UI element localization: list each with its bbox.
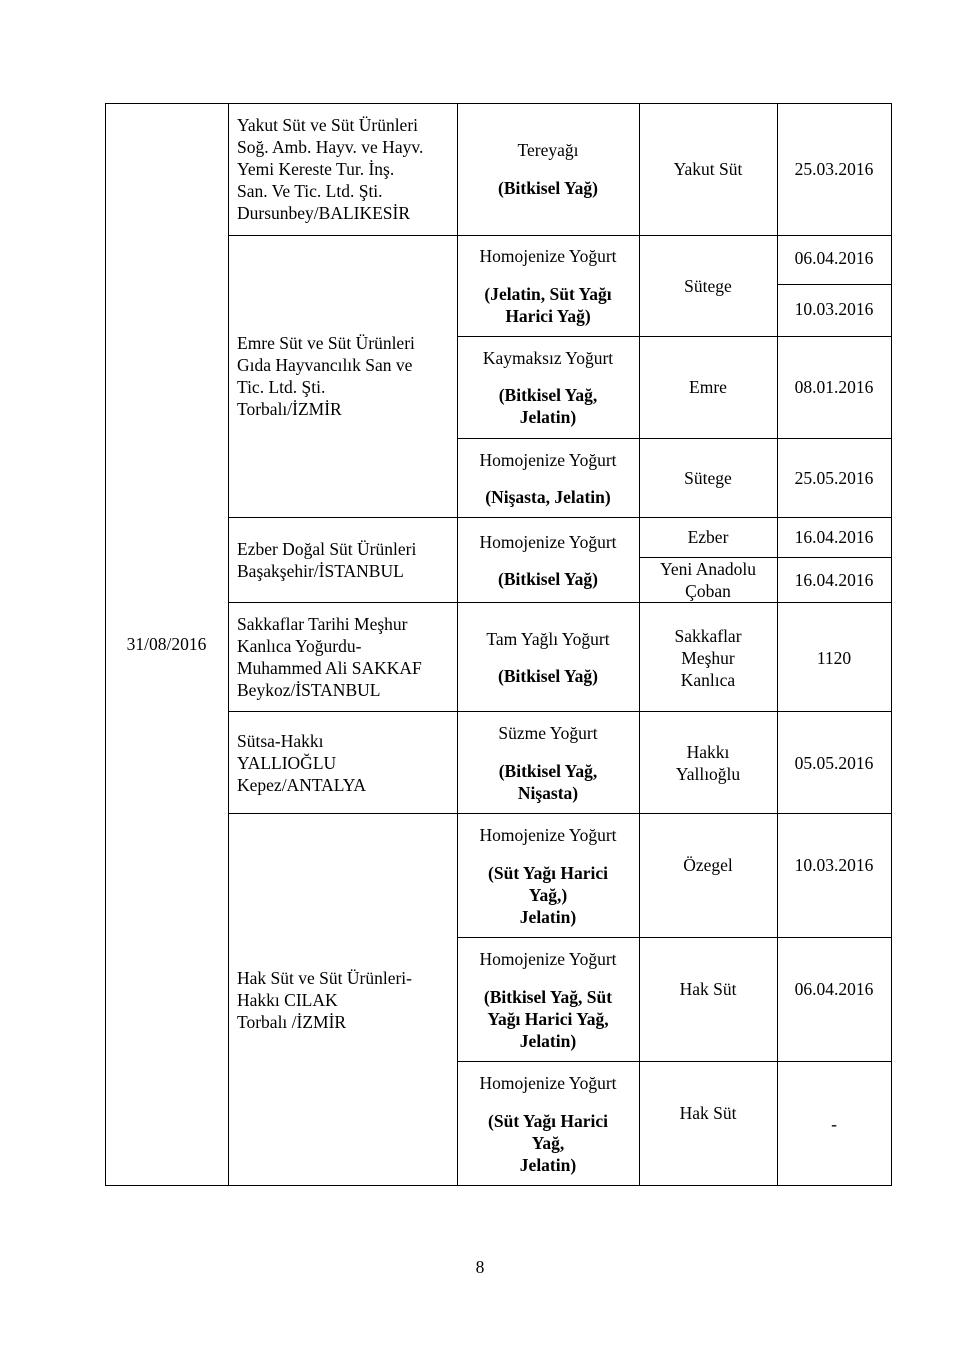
- brand-cell: Hak Süt: [679, 979, 737, 999]
- date-value: 10.03.2016: [794, 299, 874, 319]
- firm-cell: Ezber Doğal Süt Ürünleri Başakşehir/İSTANBUL: [237, 539, 417, 581]
- product-additive: (Bitkisel Yağ): [498, 666, 598, 686]
- date-value: 05.05.2016: [794, 753, 874, 773]
- product-name: Tam Yağlı Yoğurt: [486, 629, 610, 649]
- product-name: Homojenize Yoğurt: [479, 246, 617, 266]
- brand-cell: Hakkı Yallıoğlu: [675, 742, 741, 784]
- product-name: Tereyağı: [517, 140, 579, 160]
- brand-cell: Yeni Anadolu Çoban: [660, 559, 756, 601]
- product-additive: (Bitkisel Yağ): [498, 178, 598, 198]
- brand-cell: Ezber: [687, 527, 729, 547]
- firm-cell: Yakut Süt ve Süt Ürünleri Soğ. Amb. Hayv. ve Hayv. Yemi Kereste Tur. İnş. San. Ve Tic. Ltd. Şti. Dursunbey/BALIKESİR: [237, 115, 424, 223]
- brand-cell: Sakkaflar Meşhur Kanlıca: [674, 626, 742, 690]
- product-additive: (Bitkisel Yağ, Süt Yağı Harici Yağ, Jelatin): [483, 987, 613, 1051]
- brand-cell: Yakut Süt: [673, 159, 743, 179]
- brand-cell: Sütege: [684, 468, 732, 488]
- date-value: 06.04.2016: [794, 979, 874, 999]
- date-value: 25.05.2016: [794, 468, 874, 488]
- product-name: Süzme Yoğurt: [498, 723, 598, 743]
- date-value: 25.03.2016: [794, 159, 874, 179]
- product-name: Homojenize Yoğurt: [479, 1073, 617, 1093]
- date-value: 16.04.2016: [794, 527, 874, 547]
- product-name: Homojenize Yoğurt: [479, 825, 617, 845]
- firm-cell: Sakkaflar Tarihi Meşhur Kanlıca Yoğurdu- Muhammed Ali SAKKAF Beykoz/İSTANBUL: [237, 614, 422, 700]
- product-additive: (Bitkisel Yağ): [498, 569, 598, 589]
- date-value: 06.04.2016: [794, 248, 874, 268]
- page-number: 8: [475, 1257, 485, 1277]
- product-name: Homojenize Yoğurt: [479, 949, 617, 969]
- brand-cell: Sütege: [684, 276, 732, 296]
- date-value: 16.04.2016: [794, 570, 874, 590]
- product-additive: (Nişasta, Jelatin): [485, 487, 611, 507]
- date-value: -: [831, 1114, 837, 1134]
- firm-cell: Emre Süt ve Süt Ürünleri Gıda Hayvancılık San ve Tic. Ltd. Şti. Torbalı/İZMİR: [237, 333, 415, 419]
- firm-cell: Sütsa-Hakkı YALLIOĞLU Kepez/ANTALYA: [237, 731, 367, 795]
- firm-cell: Hak Süt ve Süt Ürünleri- Hakkı CILAK Torbalı /İZMİR: [237, 968, 412, 1032]
- product-name: Homojenize Yoğurt: [479, 450, 617, 470]
- product-additive: (Bitkisel Yağ, Jelatin): [498, 385, 598, 427]
- date-cell: 31/08/2016: [126, 634, 207, 654]
- brand-cell: Hak Süt: [679, 1103, 737, 1123]
- product-additive: (Süt Yağı Harici Yağ,) Jelatin): [488, 863, 608, 927]
- product-name: Homojenize Yoğurt: [479, 532, 617, 552]
- date-value: 1120: [816, 648, 852, 668]
- product-additive: (Bitkisel Yağ, Nişasta): [498, 761, 598, 803]
- product-name: Kaymaksız Yoğurt: [482, 348, 614, 368]
- brand-cell: Özegel: [683, 855, 733, 875]
- date-value: 10.03.2016: [794, 855, 874, 875]
- date-value: 08.01.2016: [794, 377, 874, 397]
- brand-cell: Emre: [689, 377, 727, 397]
- product-additive: (Süt Yağı Harici Yağ, Jelatin): [488, 1111, 608, 1175]
- product-additive: (Jelatin, Süt Yağı Harici Yağ): [484, 284, 612, 326]
